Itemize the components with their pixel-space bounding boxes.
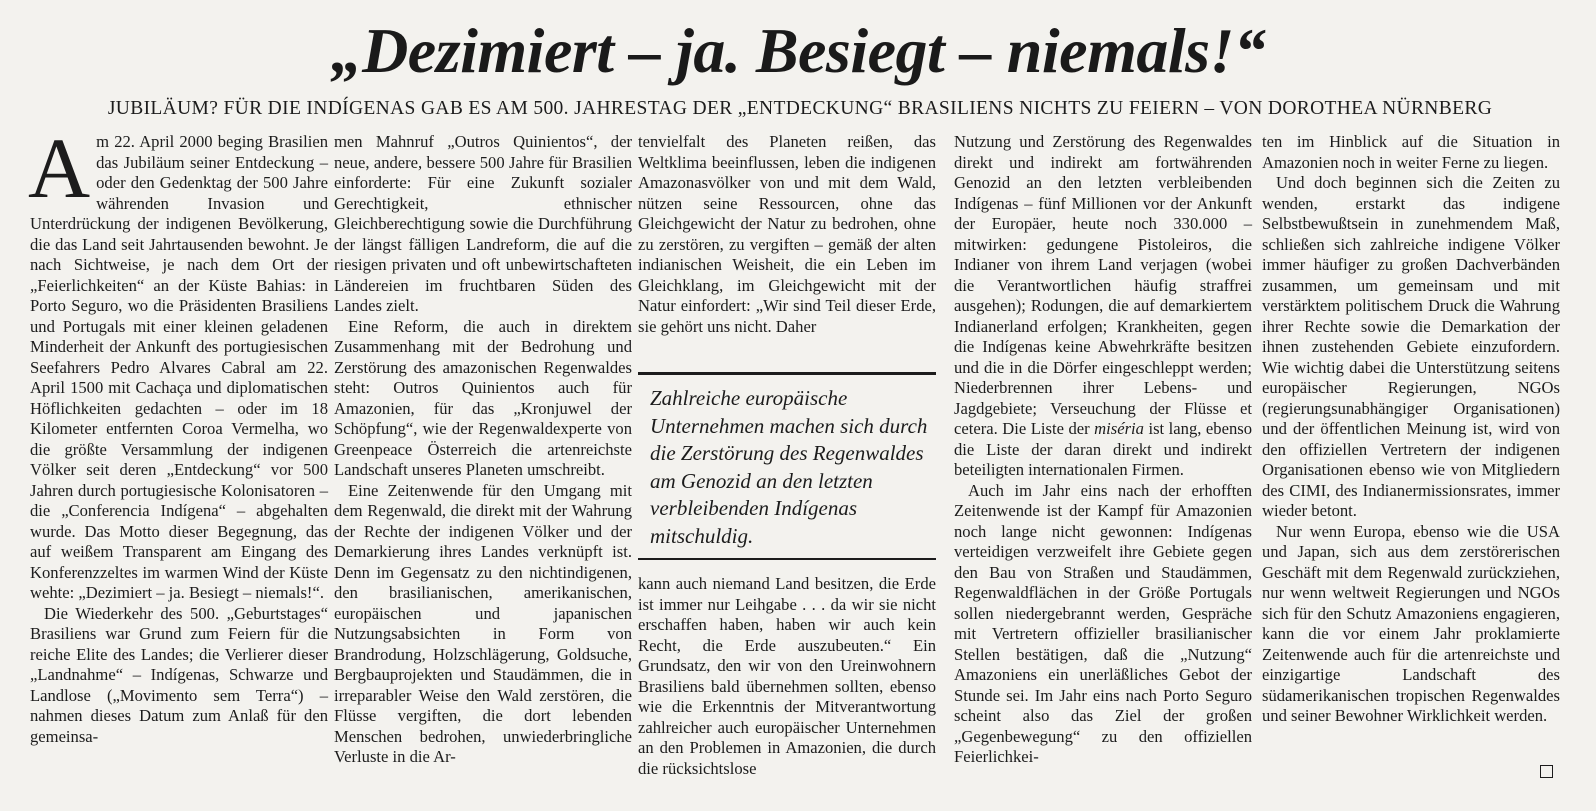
paragraph: Eine Zeitenwende für den Umgang mit dem Regenwald, die direkt mit der Wahrung der Rechte der indigenen Völker und der Demarkierung ihres Landes verknüpft ist. Denn im Gegensatz zu den nichtindigenen, den brasilianischen, amerikanischen, europäischen und japanischen Nutzungsabsichten in Form von Brandrodung, Holzschlägerung, Goldsuche, Bergbauprojekten und Staudämmen, die in irreparabler Weise den Wald zerstören, die Flüsse vergiften, die dort lebenden Menschen bedrohen, unwiederbringliche Verluste in die Ar- bbox=[334, 480, 632, 766]
paragraph: Nur wenn Europa, ebenso wie die USA und Japan, sich aus dem zerstörerischen Geschäft mit dem Regenwald zurückziehen, nur wenn weltweit Regierungen und NGOs sich für den Schutz Amazoniens engagieren, kann die vor einem Jahr proklamierte Zeitenwende auch für die artenreichste und einzigartige Landschaft des südamerikanischen tropischen Regenwaldes und seiner Bewohner Wirklichkeit werden. bbox=[1262, 521, 1560, 725]
article-column-2 bbox=[334, 132, 632, 768]
paragraph: kann auch niemand Land besitzen, die Erde ist immer nur Leihgabe . . . da wir sie nicht erschaffen haben, haben wir auch kein Recht, die Erde auszubeuten.“ Ein Grundsatz, den wir von den Ureinwohnern Brasiliens bald übernehmen sollten, ebenso wie die Erkenntnis der Mitverantwortung zahlreicher auch europäischer Unternehmen an den Problemen in Amazonien, die durch die rücksichtslose bbox=[638, 574, 936, 778]
article-subheadline: JUBILÄUM? FÜR DIE INDÍGENAS GAB ES AM 500. JAHRESTAG DER „ENTDECKUNG“ BRASILIENS NICHTS ZU FEIERN – VON DOROTHEA NÜRNBERG bbox=[107, 98, 1493, 119]
pull-quote-text: Zahlreiche europäische Unternehmen machen sich durch die Zerstörung des Regenwaldes am Genozid an den letzten verbleibenden Indígenas mitschuldig. bbox=[650, 386, 928, 548]
paragraph: ten im Hinblick auf die Situation in Amazonien noch in weiter Ferne zu liegen. bbox=[1262, 132, 1560, 172]
paragraph bbox=[954, 132, 1252, 481]
article-column-4 bbox=[954, 132, 1252, 768]
paragraph bbox=[28, 120, 328, 604]
paragraph-text: ist lang, ebenso die Liste der daran direkt und indirekt beteiligten internationalen Firmen. bbox=[954, 419, 1252, 479]
emphasis-word: miséria bbox=[1094, 419, 1144, 438]
article-column-1 bbox=[28, 120, 328, 747]
pull-quote bbox=[638, 372, 936, 560]
paragraph: men Mahnruf „Outros Quinientos“, der neue, andere, bessere 500 Jahre für Brasilien einforderte: Für eine Zukunft sozialer Gerechtigkeit, ethnischer Gleichberechtigung sowie die Durchführung der längst fälligen Landreform, die auf die riesigen privaten und oft unbewirtschafteten Ländereien im fruchtbaren Süden des Landes zielt. bbox=[334, 132, 632, 315]
paragraph-text: m 22. April 2000 beging Brasilien das Jubiläum seiner Entdeckung – oder den Gedenktag der 500 Jahre währenden Invasion und Unterdrückung der indigenen Bevölkerung, die das Land seit Jahrtausenden bewohnt. Je nach Sichtweise, je nach dem Ort der „Feierlichkeiten“ an der Küste Bahias: in Porto Seguro, wo die Präsidenten Brasiliens und Portugals mit einer kleinen geladenen Minderheit der Ankunft des portugiesischen Seefahrers Pedro Alvares Cabral am 22. April 1500 mit Cachaça und diplomatischen Höflichkeiten gedachten – oder im 18 Kilometer entfernten Coroa Vermelha, wo die größte Versammlung der indigenen Völker seit deren „Entdeckung“ vor 500 Jahren durch portugiesische Kolonisatoren – die „Conferencia Indígena“ – abgehalten wurde. Das Motto dieser Begegnung, das auf weißem Transparent am Eingang des Konferenzzeltes im warmen Wind der Küste wehte: „Dezimiert – ja. Besiegt – niemals!“. bbox=[30, 132, 328, 602]
article-column-3-bottom bbox=[638, 574, 936, 779]
paragraph: Und doch beginnen sich die Zeiten zu wenden, erstarkt das indigene Selbstbewußtsein in zunehmendem Maß, schließen sich zahlreiche indigene Völker immer häufiger zu großen Dachverbänden zusammen, um gemeinsam und mit verstärktem politischem Druck die Wahrung ihrer Rechte sowie die Demarkation der ihnen zustehenden Gebiete einzufordern. Wie wichtig dabei die Unterstützung seitens europäischer Regierungen, NGOs (regierungsunabhängiger Organisationen) und der öffentlichen Meinung ist, wird von den offiziellen Vertretern der indigenen Organisationen ebenso wie von Mitgliedern des CIMI, des Indianermissionsrates, immer wieder betont. bbox=[1262, 173, 1560, 520]
paragraph: Eine Reform, die auch in direktem Zusammenhang mit der Bedrohung und Zerstörung des amazonischen Regenwaldes steht: Outros Quinientos auch für Amazonien, für das „Kronjuwel der Schöpfung“, wie der Regenwaldexperte von Greenpeace Österreich die artenreichste Landschaft unseres Planeten umschreibt. bbox=[334, 316, 632, 479]
paragraph: Die Wiederkehr des 500. „Geburtstages“ Brasiliens war Grund zum Feiern für die reiche Elite des Landes; die Verlierer dieser „Landnahme“ – Indígenas, Schwarze und Landlose („Movimento sem Terra“) – nahmen dieses Datum zum Anlaß für den gemeinsa- bbox=[30, 603, 328, 746]
paragraph: tenvielfalt des Planeten reißen, das Weltklima beeinflussen, leben die indigenen Amazonasvölker von und mit dem Wald, nützen seine Ressourcen, ohne das Gleichgewicht der Natur zu bedrohen, ohne zu zerstören, zu vergiften – gemäß der alten indianischen Weisheit, die ein Leben im Gleichklang, im Gleichgewicht mit der Natur einfordert: „Wir sind Teil dieser Erde, sie gehört uns nicht. Daher bbox=[638, 132, 936, 336]
article-column-3-top bbox=[638, 132, 936, 337]
drop-cap: A bbox=[28, 120, 91, 216]
pull-quote-bottom-rule bbox=[638, 558, 936, 560]
article-headline: „Dezimiert – ja. Besiegt – niemals!“ bbox=[330, 15, 1266, 86]
end-of-article-box-icon bbox=[1540, 765, 1553, 778]
paragraph: Auch im Jahr eins nach der erhofften Zeitenwende ist der Kampf für Amazonien noch lange nicht gewonnen: Indígenas verteidigen verzweifelt ihre Gebiete gegen den Bau von Straßen und Staudämmen, Regenwaldflächen in der Größe Portugals sollen niedergebrannt werden, Gespräche mit Vertretern offizieller brasilianischer Stellen bestätigen, daß die „Nutzung“ Amazoniens ein unerläßliches Gebot der Stunde sei. Im Jahr eins nach Porto Seguro scheint also das Ziel der großen „Gegenbewegung“ zu den offiziellen Feierlichkei- bbox=[954, 480, 1252, 766]
paragraph-text: Nutzung und Zerstörung des Regenwaldes direkt und indirekt am fortwährenden Genozid an den letzten verbleibenden Indígenas – fünf Millionen vor der Ankunft der Europäer, heute noch 330.000 – mitwirken: gedungene Pistoleiros, die Indianer von ihrem Land verjagen (wobei die Verantwortlichen häufig straffrei ausgehen); Rodungen, die auf demarkiertem Indianerland erfolgen; Krankheiten, gegen die Indígenas keine Abwehrkräfte besitzen und die in die Dörfer eingeschleppt werden; Niederbrennen ihrer Lebens- und Jagdgebiete; Verseuchung der Flüsse et cetera. Die Liste der bbox=[954, 132, 1252, 438]
article-column-5 bbox=[1262, 132, 1560, 727]
